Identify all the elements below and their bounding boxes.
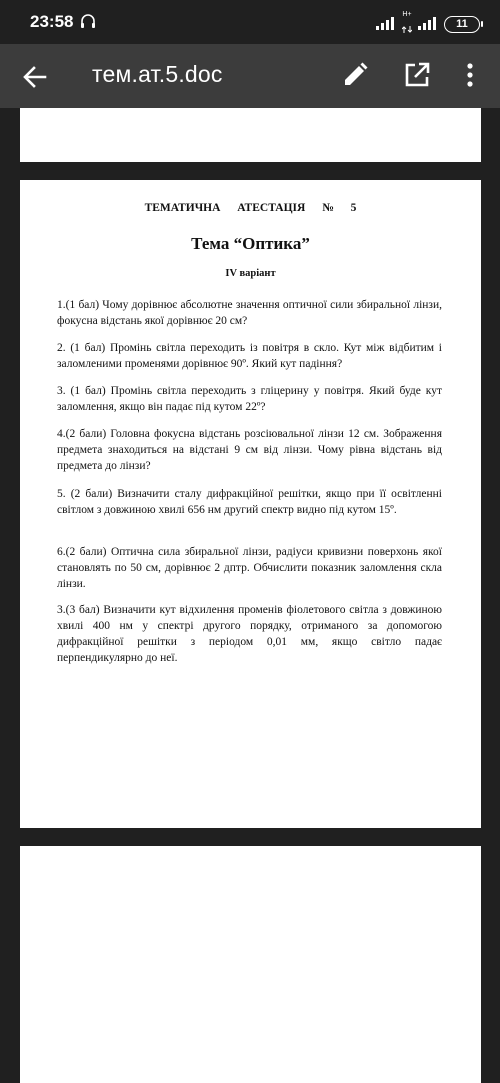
document-title: тем.ат.5.doc — [92, 61, 223, 87]
app-toolbar — [0, 44, 500, 108]
next-page — [20, 846, 481, 1083]
network-type — [402, 11, 412, 37]
network-type-label: H+ — [402, 11, 412, 18]
status-indicators — [376, 11, 480, 37]
signal-icon — [376, 15, 396, 34]
document-theme: Тема “Оптика” — [191, 234, 310, 253]
battery-level: 11 — [456, 18, 468, 30]
question-5: 5. (2 бали) Визначити сталу дифракційної решітки, якщо при її освітленні світлом з довжиною хвилі 656 нм другий спектр видно під кутом 15º. — [57, 488, 442, 516]
more-vert-icon[interactable] — [455, 60, 485, 90]
headset-icon — [80, 13, 96, 33]
question-2: 2. (1 бал) Промінь світла переходить із повітря в скло. Кут між відбитим і заломленими променями дорівнює 90º. Який кут падіння? — [57, 342, 442, 370]
pencil-icon[interactable] — [340, 60, 370, 90]
data-arrows-icon — [402, 18, 412, 37]
battery-icon — [444, 16, 480, 33]
open-in-new-icon[interactable] — [402, 60, 432, 90]
question-7: 3.(3 бал) Визначити кут відхилення променів фіолетового світла з довжиною хвилі 400 нм у спектрі другого порядку, отриманого за допомогою дифракційної решітки з періодом 0,01 мм, якщо світло падає перпендикулярно до неї. — [57, 604, 442, 664]
document-variant: IV варіант — [225, 268, 276, 279]
document-header: ТЕМАТИЧНА АТЕСТАЦІЯ № 5 — [144, 202, 357, 214]
question-3: 3. (1 бал) Промінь світла переходить з гліцерину у повітря. Який буде кут заломлення, якщо він падає під кутом 22º? — [57, 385, 442, 413]
question-6: 6.(2 бали) Оптична сила збиральної лінзи, радіуси кривизни поверхонь якої становлять по 50 см, дорівнює 2 дптр. Обчислити показник заломлення скла лінзи. — [57, 546, 442, 590]
document-page — [20, 180, 481, 828]
arrow-back-icon[interactable] — [20, 62, 50, 92]
document-viewer[interactable] — [0, 108, 500, 1083]
previous-page — [20, 108, 481, 162]
signal-icon-2 — [418, 15, 438, 34]
question-1: 1.(1 бал) Чому дорівнює абсолютне значення оптичної сили збиральної лінзи, фокусна відстань якої дорівнює 20 см? — [57, 299, 442, 327]
status-bar — [0, 0, 500, 44]
status-time: 23:58 — [30, 12, 74, 31]
question-4: 4.(2 бали) Головна фокусна відстань розсіювальної лінзи 12 см. Зображення предмета знаходиться на відстані 9 см від лінзи. Чому рівна відстань від предмета до лінзи? — [57, 428, 442, 472]
